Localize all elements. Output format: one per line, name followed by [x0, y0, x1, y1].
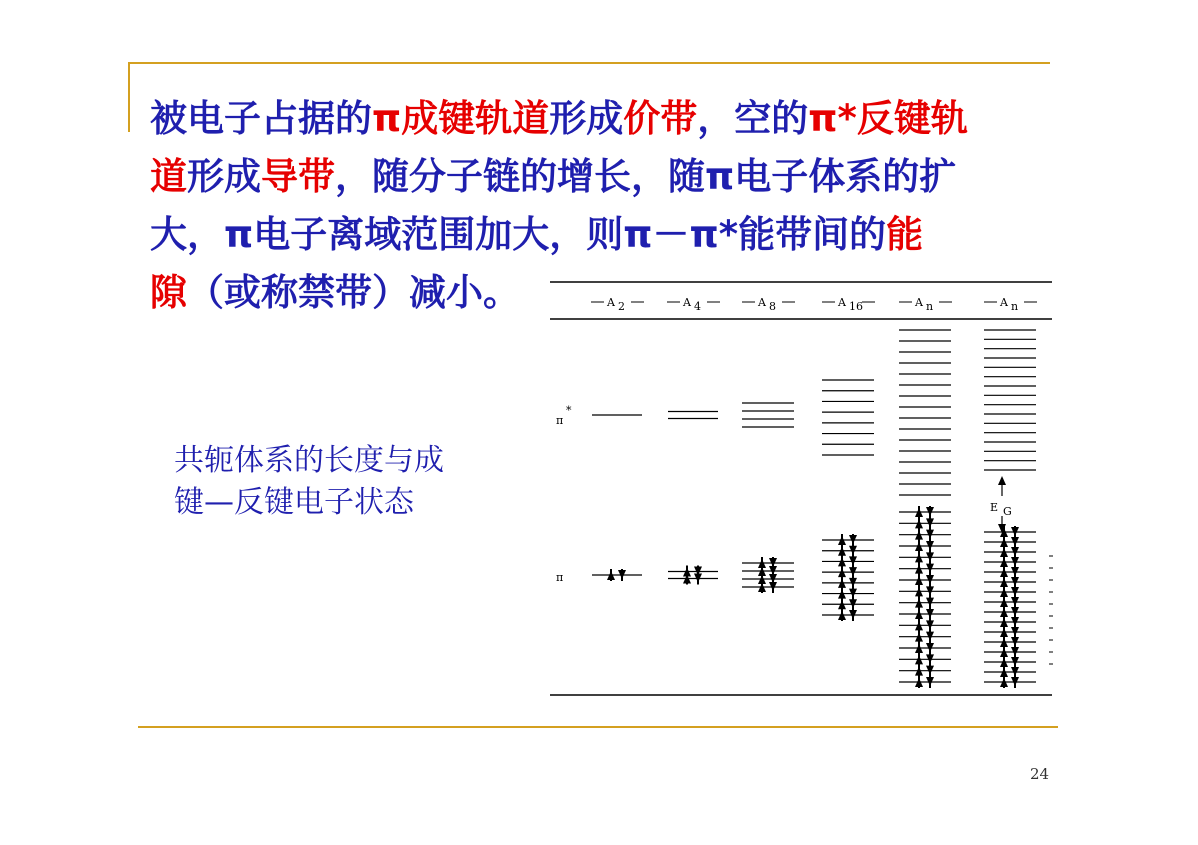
column-header-subscript: n [926, 300, 934, 313]
page-number: 24 [1030, 765, 1050, 783]
body-text: （或称禁带）减小。 [187, 271, 520, 314]
band-gap-label: E [990, 501, 999, 514]
column-header-subscript: 2 [618, 300, 625, 313]
caption-line-1: 共轭体系的长度与成 [174, 443, 444, 478]
body-text: 形成 [549, 97, 624, 140]
pi-star-label: π [556, 414, 564, 427]
column-header-subscript: 8 [769, 300, 776, 313]
highlight-text: 道 [150, 155, 187, 198]
column-header-name: A [1000, 296, 1008, 309]
column-header-name: A [683, 296, 691, 309]
body-text: ，空的 [697, 97, 809, 140]
column-header-name: A [915, 296, 923, 309]
pi-label: π [556, 571, 564, 584]
column-header-subscript: 4 [694, 300, 701, 313]
body-text: ，随分子链的增长，随π电子体系的扩 大，π电子离域范围加大，则π－π*能带间的 [150, 155, 957, 256]
column-header-name: A [838, 296, 846, 309]
highlight-text: π*反键轨 [808, 97, 968, 140]
gap-arrowhead-up [998, 476, 1006, 485]
column-header-name: A [607, 296, 615, 309]
band-gap-subscript: G [1003, 505, 1012, 518]
pi-star-superscript: * [566, 404, 572, 417]
column-header-subscript: n [1011, 300, 1019, 313]
column-header-name: A [758, 296, 766, 309]
highlight-text: π成键轨道 [372, 97, 550, 140]
body-text: 形成 [187, 155, 261, 198]
highlight-text: 导带 [261, 155, 335, 198]
body-text: 被电子占据的 [150, 97, 372, 140]
column-header-subscript: 16 [849, 300, 863, 313]
caption-line-2: 键—反键电子状态 [174, 485, 414, 520]
highlight-text: 价带 [623, 97, 698, 140]
highlight-text: 能 [886, 213, 924, 256]
highlight-text: 隙 [150, 271, 187, 314]
